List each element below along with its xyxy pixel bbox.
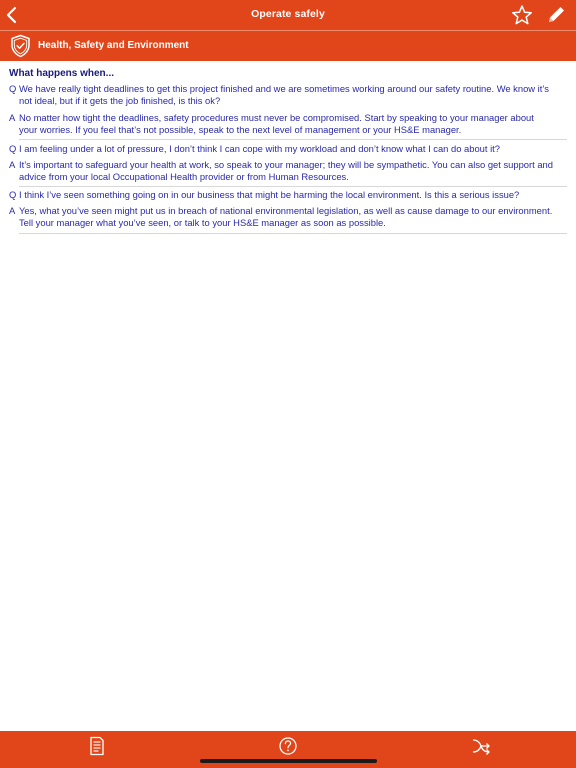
answer-marker: A [9, 159, 16, 170]
question-marker: Q [9, 83, 17, 94]
answer-text: It’s important to safeguard your health at work, so speak to your manager; they will be sympathetic. You can also get support and advice from your local Occupational Health provider or from Human Resources. [19, 159, 553, 182]
star-icon[interactable] [511, 4, 533, 26]
page-title: Operate safely [251, 8, 325, 20]
question-text: I am feeling under a lot of pressure, I don’t think I can cope with my workload and don’t know what I can do about it? [19, 143, 501, 154]
question-text: I think I’ve seen something going on in our business that might be harming the local environment. Is this a serious issue? [19, 189, 520, 200]
divider [19, 186, 567, 187]
decision-arrows-icon[interactable] [471, 736, 491, 756]
top-navigation-bar [0, 0, 576, 30]
question-marker: Q [9, 143, 17, 154]
pencil-icon[interactable] [545, 4, 567, 26]
content-heading: What happens when... [9, 68, 115, 79]
answer-text: Yes, what you’ve seen might put us in breach of national environmental legislation, as well as cause damage to our environment. Tell your manager what you’ve seen, or talk to your HS&E manager as soon as possible. [19, 205, 553, 228]
document-icon[interactable] [87, 736, 107, 756]
question-marker: Q [9, 189, 17, 200]
answer-text: No matter how tight the deadlines, safety procedures must never be compromised. Start by speaking to your manager about your worries. If you feel that’s not possible, speak to the next level of management or your HS&E manager. [19, 112, 534, 135]
divider [19, 233, 567, 234]
divider [19, 139, 567, 140]
help-circle-icon[interactable] [278, 736, 298, 756]
answer-marker: A [9, 112, 16, 123]
question-text: We have really tight deadlines to get this project finished and we are sometimes working around our safety routine. We know it’s not ideal, but if it gets the job finished, is this ok? [19, 83, 549, 106]
home-indicator[interactable] [200, 759, 377, 763]
answer-marker: A [9, 205, 16, 216]
section-title: Health, Safety and Environment [38, 40, 189, 51]
shield-check-icon [10, 34, 31, 58]
section-header [0, 30, 576, 61]
